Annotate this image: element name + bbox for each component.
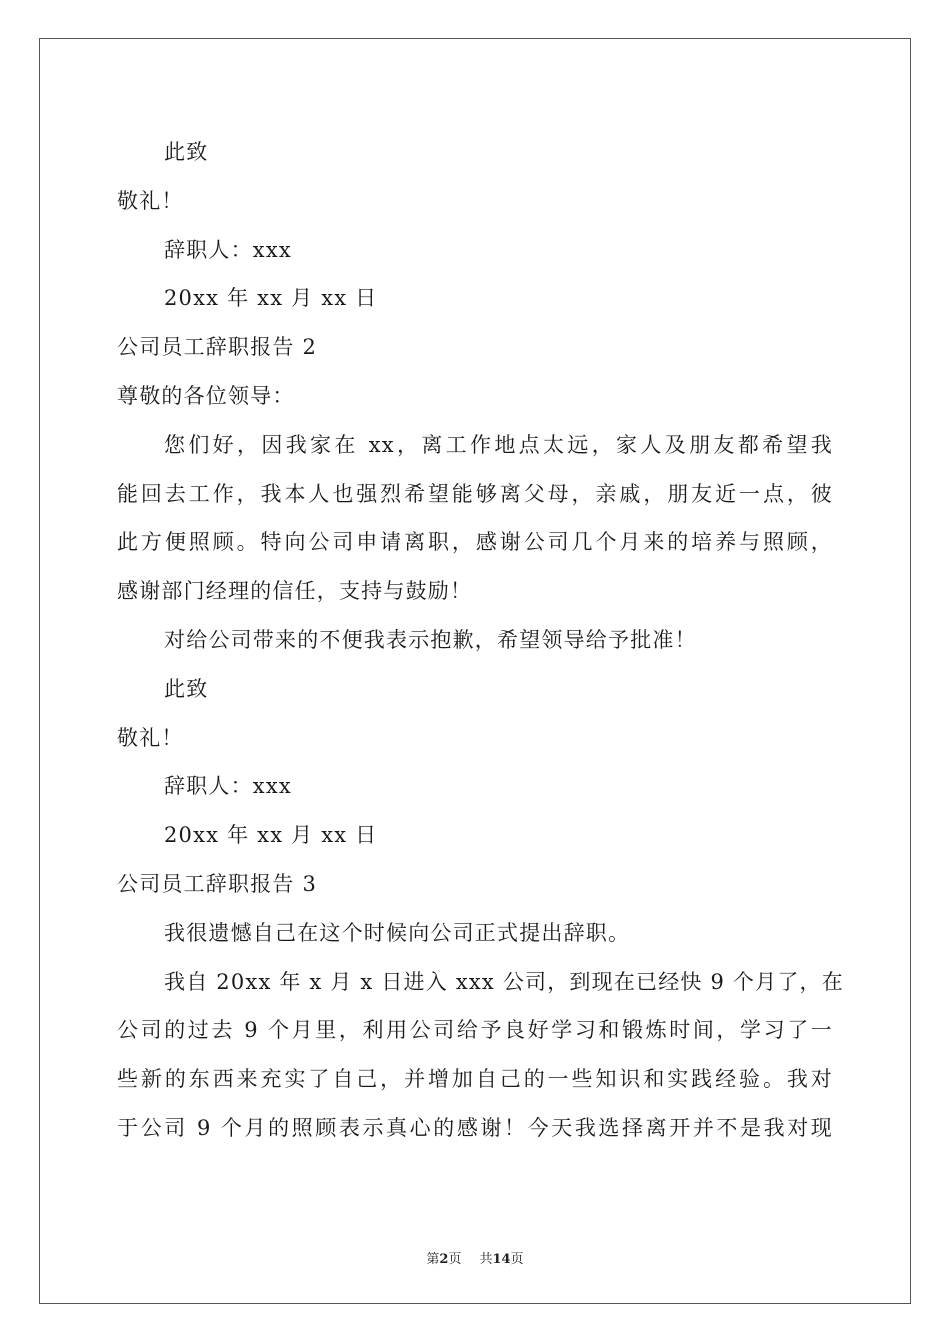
total-prefix: 共 bbox=[479, 1252, 493, 1267]
paragraph-line: 我很遗憾自己在这个时候向公司正式提出辞职。 bbox=[164, 920, 631, 945]
page-footer bbox=[0, 1248, 950, 1267]
paragraph-line: 辞职人：xxx bbox=[164, 774, 292, 799]
paragraph-line: 于公司 9 个月的照顾表示真心的感谢！今天我选择离开并不是我对现 bbox=[117, 1115, 833, 1140]
page-number: 2 bbox=[439, 1252, 449, 1267]
paragraph-line: 能回去工作，我本人也强烈希望能够离父母，亲戚，朋友近一点，彼 bbox=[117, 481, 833, 506]
section-heading: 公司员工辞职报告 2 bbox=[117, 335, 318, 360]
paragraph-line: 我自 20xx 年 x 月 x 日进入 xxx 公司，到现在已经快 9 个月了，在 bbox=[164, 969, 844, 994]
paragraph-line: 您们好，因我家在 xx，离工作地点太远，家人及朋友都希望我 bbox=[164, 432, 833, 457]
paragraph-line: 辞职人：xxx bbox=[164, 237, 292, 262]
paragraph-line: 对给公司带来的不便我表示抱歉，希望领导给予批准！ bbox=[164, 627, 697, 652]
page-suffix: 页 bbox=[448, 1252, 462, 1267]
total-suffix: 页 bbox=[510, 1252, 524, 1267]
paragraph-line: 些新的东西来充实了自己，并增加自己的一些知识和实践经验。我对 bbox=[117, 1067, 833, 1092]
paragraph-line: 20xx 年 xx 月 xx 日 bbox=[164, 823, 378, 848]
document-body bbox=[117, 128, 844, 1153]
salutation: 尊敬的各位领导： bbox=[117, 383, 295, 408]
paragraph-line: 此致 bbox=[164, 140, 209, 164]
paragraph-line: 感谢部门经理的信任，支持与鼓励！ bbox=[117, 579, 473, 604]
paragraph-line: 公司的过去 9 个月里，利用公司给予良好学习和锻炼时间，学习了一 bbox=[117, 1018, 833, 1043]
total-pages: 14 bbox=[492, 1252, 511, 1267]
page-prefix: 第 bbox=[426, 1252, 440, 1267]
paragraph-line: 敬礼！ bbox=[117, 188, 184, 213]
section-heading: 公司员工辞职报告 3 bbox=[117, 871, 318, 896]
paragraph-line: 此致 bbox=[164, 676, 209, 701]
paragraph-line: 敬礼！ bbox=[117, 725, 184, 750]
paragraph-line: 此方便照顾。特向公司申请离职，感谢公司几个月来的培养与照顾， bbox=[117, 530, 833, 555]
paragraph-line: 20xx 年 xx 月 xx 日 bbox=[164, 286, 378, 311]
